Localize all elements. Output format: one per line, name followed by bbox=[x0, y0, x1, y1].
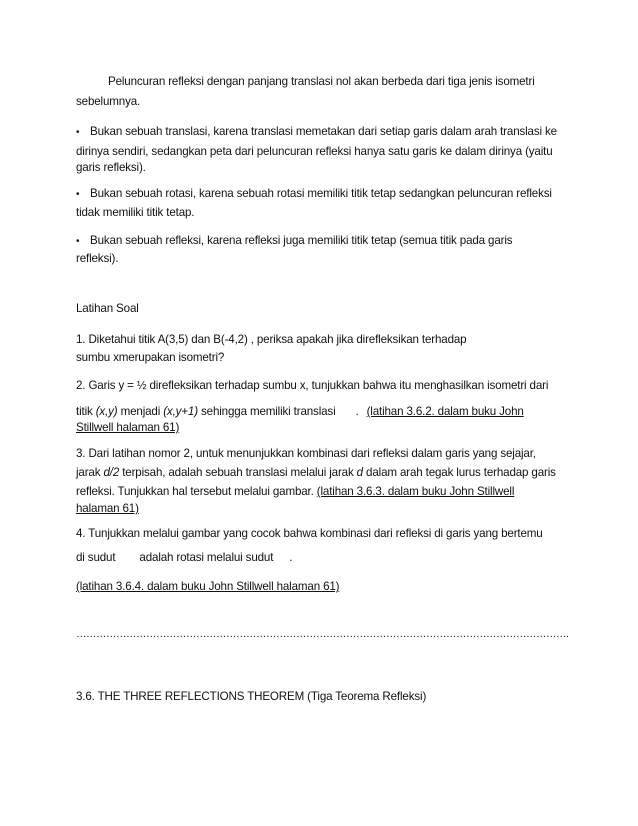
bullet-icon: • bbox=[76, 127, 80, 138]
question-4-reference[interactable]: (latihan 3.6.4. dalam buku John Stillwell halaman 61) bbox=[76, 580, 340, 593]
bullet-1-line-3: garis refleksi). bbox=[76, 161, 146, 174]
bullet-icon: • bbox=[76, 189, 80, 200]
question-3-line-3: refleksi. Tunjukkan hal tersebut melalui gambar. (latihan 3.6.3. dalam buku John Stillwell bbox=[76, 485, 515, 498]
question-2-line-2: titik (x,y) menjadi (x,y+1) sehingga memiliki translasi . (latihan 3.6.2. dalam buku John bbox=[76, 405, 524, 418]
question-1-line-1: 1. Diketahui titik A(3,5) dan B(-4,2) , periksa apakah jika direfleksikan terhadap bbox=[76, 333, 467, 346]
bullet-3-line-2: refleksi). bbox=[76, 252, 119, 265]
bullet-3-line-1 bbox=[76, 233, 512, 249]
bullet-1-text: Bukan sebuah translasi, karena translasi memetakan dari setiap garis dalam arah translasi ke bbox=[90, 125, 557, 138]
question-2-line-1: 2. Garis y = ½ direfleksikan terhadap sumbu x, tunjukkan bahwa itu menghasilkan isometri dari bbox=[76, 379, 549, 392]
bullet-2-text: Bukan sebuah rotasi, karena sebuah rotasi memiliki titik tetap sedangkan peluncuran refleksi bbox=[90, 187, 552, 200]
dotted-separator: …………………………………………………………………………………………………………………………………. bbox=[76, 628, 569, 640]
reference-link[interactable]: (latihan 3.6.3. dalam buku John Stillwell bbox=[316, 485, 515, 498]
bullet-3-text: Bukan sebuah refleksi, karena refleksi juga memiliki titik tetap (semua titik pada garis bbox=[90, 234, 513, 247]
bullet-icon: • bbox=[76, 236, 80, 247]
bullet-2-line-2: tidak memiliki titik tetap. bbox=[76, 206, 195, 219]
bullet-2-line-1 bbox=[76, 186, 552, 202]
exercise-heading: Latihan Soal bbox=[76, 302, 139, 315]
question-3-line-1: 3. Dari latihan nomor 2, untuk menunjukkan kombinasi dari refleksi dalam garis yang sejajar, bbox=[76, 447, 536, 460]
section-heading: 3.6. THE THREE REFLECTIONS THEOREM (Tiga Teorema Refleksi) bbox=[76, 690, 427, 703]
question-4-line-1: 4. Tunjukkan melalui gambar yang cocok bahwa kombinasi dari refleksi di garis yang bertemu bbox=[76, 527, 543, 540]
question-4-line-2: di sudut adalah rotasi melalui sudut . bbox=[76, 551, 293, 564]
question-1-line-2: sumbu xmerupakan isometri? bbox=[76, 351, 225, 364]
reference-link[interactable]: (latihan 3.6.2. dalam buku John bbox=[366, 405, 524, 418]
bullet-1-line-2: dirinya sendiri, sedangkan peta dari peluncuran refleksi hanya satu garis ke dalam dirinya (yaitu bbox=[76, 145, 553, 158]
bullet-1-line-1 bbox=[76, 124, 557, 140]
question-3-line-2: jarak d/2 terpisah, adalah sebuah translasi melalui jarak d dalam arah tegak lurus terhadap garis bbox=[76, 466, 556, 479]
question-3-reference-cont[interactable]: halaman 61) bbox=[76, 502, 139, 515]
intro-line-1: Peluncuran refleksi dengan panjang translasi nol akan berbeda dari tiga jenis isometri bbox=[108, 75, 535, 88]
intro-line-2: sebelumnya. bbox=[76, 95, 141, 108]
question-2-reference-cont[interactable]: Stillwell halaman 61) bbox=[76, 421, 180, 434]
